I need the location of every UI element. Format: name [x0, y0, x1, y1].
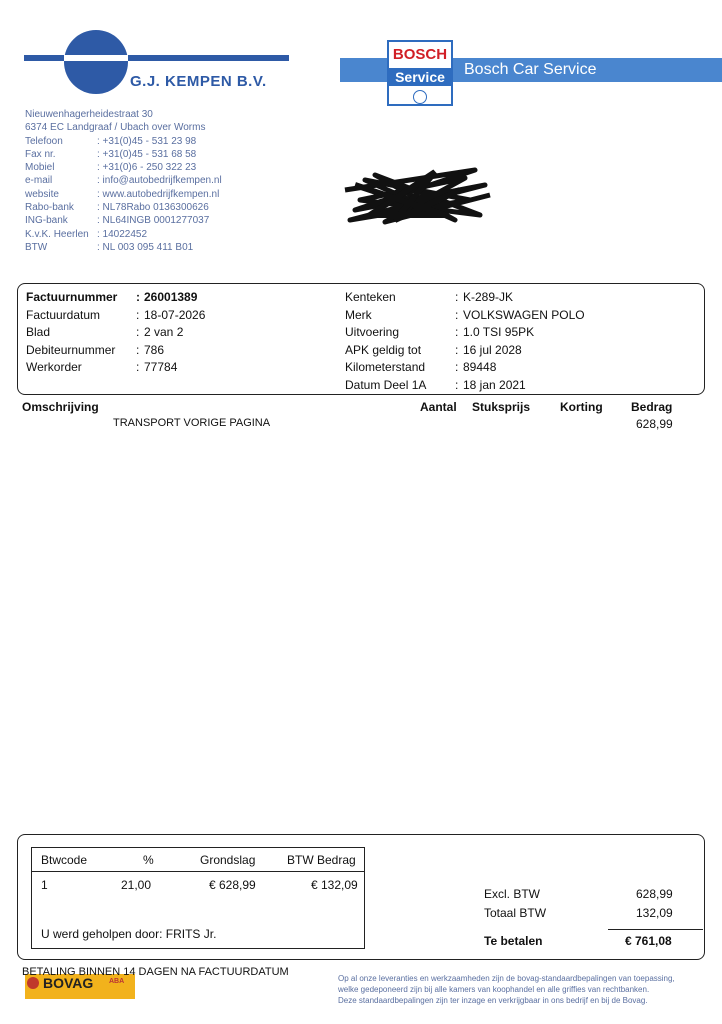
vat-percent: 21,00: [121, 878, 152, 892]
col-discount: Korting: [560, 400, 603, 414]
meta-label: APK geldig tot: [345, 342, 422, 357]
company-detail-row: [25, 228, 222, 241]
detail-value: : info@autobedrijfkempen.nl: [97, 175, 222, 187]
meta-row: [26, 359, 205, 377]
detail-label: K.v.K. Heerlen: [25, 228, 89, 240]
meta-colon: :: [455, 307, 459, 322]
vat-base: € 628,99: [209, 878, 256, 892]
detail-label: ING-bank: [25, 215, 68, 227]
meta-label: Blad: [26, 325, 51, 339]
line-description: TRANSPORT VORIGE PAGINA: [113, 417, 271, 429]
meta-row: [26, 289, 205, 307]
meta-row: [345, 377, 585, 395]
company-detail-row: [25, 188, 222, 201]
detail-label: BTW: [25, 241, 48, 253]
bovag-aba: ABA: [109, 978, 125, 985]
meta-value: 26001389: [144, 290, 198, 304]
detail-label: Rabo-bank: [25, 202, 74, 214]
meta-row: [26, 307, 205, 325]
company-detail-row: [25, 148, 222, 161]
meta-row: [345, 289, 585, 307]
detail-value: : +31(0)45 - 531 23 98: [97, 135, 197, 147]
meta-colon: :: [455, 290, 459, 304]
meta-value: 77784: [144, 360, 178, 374]
bosch-armature-icon: [413, 90, 427, 104]
meta-value: 2 van 2: [144, 325, 184, 339]
meta-label: Datum Deel 1A: [345, 377, 427, 392]
vat-header-code: Btwcode: [41, 853, 88, 867]
meta-colon: :: [455, 325, 459, 339]
meta-label: Factuurnummer: [26, 290, 118, 304]
general-terms: [338, 973, 675, 1006]
amount-due-label: Te betalen: [484, 934, 543, 948]
company-detail-row: [25, 135, 222, 148]
detail-label: Telefoon: [25, 135, 63, 147]
meta-label: Factuurdatum: [26, 307, 101, 322]
detail-value: : NL 003 095 411 B01: [97, 241, 194, 253]
helped-by: U werd geholpen door: FRITS Jr.: [41, 927, 217, 941]
meta-label: Kenteken: [345, 290, 396, 304]
payment-terms: BETALING BINNEN 14 DAGEN NA FACTUURDATUM: [22, 966, 289, 978]
detail-value: : www.autobedrijfkempen.nl: [97, 188, 220, 200]
vat-header-percent: %: [143, 853, 154, 867]
meta-label: Debiteurnummer: [26, 342, 116, 357]
excl-btw-label: Excl. BTW: [484, 887, 540, 901]
meta-colon: :: [136, 325, 140, 339]
total-btw-label: Totaal BTW: [484, 906, 547, 920]
col-quantity: Aantal: [420, 400, 457, 414]
col-description: Omschrijving: [22, 400, 99, 414]
terms-line: welke gedeponeerd zijn bij alle kamers van koophandel en alle griffies van rechtbanken.: [338, 985, 650, 994]
amount-due-value: € 761,08: [625, 934, 672, 948]
terms-line: Op al onze leveranties en werkzaamheden zijn de bovag-standaardbepalingen van toepassing,: [338, 974, 675, 983]
bovag-emblem-icon: [27, 977, 39, 989]
bosch-word: BOSCH: [392, 46, 448, 63]
meta-value: VOLKSWAGEN POLO: [463, 307, 585, 322]
detail-label: website: [25, 188, 59, 200]
meta-colon: :: [136, 307, 140, 322]
bosch-service-word: Service: [387, 68, 453, 86]
detail-value: : NL64INGB 0001277037: [97, 215, 210, 227]
meta-row: [26, 342, 205, 360]
bosch-service-logo: [387, 40, 453, 106]
detail-value: : 14022452: [97, 228, 148, 240]
company-detail-row: [25, 214, 222, 227]
meta-value: 89448: [463, 360, 497, 374]
terms-line: Deze standaardbepalingen zijn ter inzage en verkrijgbaar in ons bedrijf en bij de Bovag.: [338, 996, 648, 1005]
company-info: [25, 108, 222, 254]
vat-header-divider: [31, 871, 365, 872]
meta-colon: :: [136, 360, 140, 374]
meta-label: Merk: [345, 307, 372, 322]
detail-value: : +31(0)45 - 531 68 58: [97, 148, 197, 160]
meta-row: [345, 307, 585, 325]
meta-colon: :: [455, 377, 459, 392]
address-line-2: 6374 EC Landgraaf / Ubach over Worms: [25, 122, 206, 134]
vat-code: 1: [41, 878, 48, 892]
col-amount: Bedrag: [631, 400, 673, 414]
company-detail-row: [25, 241, 222, 254]
meta-colon: :: [455, 360, 459, 374]
meta-row: [345, 359, 585, 377]
meta-row: [345, 324, 585, 342]
meta-colon: :: [136, 342, 140, 357]
meta-label: Werkorder: [26, 360, 82, 374]
meta-value: 786: [144, 342, 165, 357]
meta-value: 18 jan 2021: [463, 377, 526, 392]
meta-value: 18-07-2026: [144, 307, 206, 322]
company-detail-row: [25, 161, 222, 174]
meta-colon: :: [455, 342, 459, 357]
meta-label: Kilometerstand: [345, 360, 426, 374]
meta-value: 1.0 TSI 95PK: [463, 325, 535, 339]
bosch-tagline: Bosch Car Service: [464, 61, 597, 78]
meta-row: [26, 324, 205, 342]
meta-row: [345, 342, 585, 360]
meta-label: Uitvoering: [345, 325, 400, 339]
company-name: G.J. KEMPEN B.V.: [130, 73, 267, 90]
excl-btw-value: 628,99: [636, 887, 673, 901]
company-detail-row: [25, 174, 222, 187]
detail-label: Mobiel: [25, 162, 55, 174]
meta-colon: :: [136, 290, 140, 304]
bovag-word: BOVAG: [43, 975, 94, 991]
detail-value: : +31(0)6 - 250 322 23: [97, 162, 197, 174]
total-btw-value: 132,09: [636, 906, 673, 920]
vat-header-amount: BTW Bedrag: [287, 853, 356, 867]
meta-value: 16 jul 2028: [463, 342, 522, 357]
meta-value: K-289-JK: [463, 290, 514, 304]
vat-header-base: Grondslag: [200, 853, 256, 867]
line-amount: 628,99: [636, 417, 673, 431]
col-unit-price: Stuksprijs: [472, 400, 531, 414]
vehicle-meta: [345, 289, 585, 394]
detail-label: Fax nr.: [25, 148, 56, 160]
redaction-scribble: [335, 160, 495, 230]
vat-amount: € 132,09: [311, 878, 358, 892]
detail-value: : NL78Rabo 0136300626: [97, 202, 209, 214]
totals-divider: [608, 929, 703, 930]
detail-label: e-mail: [25, 175, 53, 187]
invoice-meta: [26, 289, 205, 377]
company-detail-row: [25, 201, 222, 214]
address-line-1: Nieuwenhagerheidestraat 30: [25, 109, 153, 120]
